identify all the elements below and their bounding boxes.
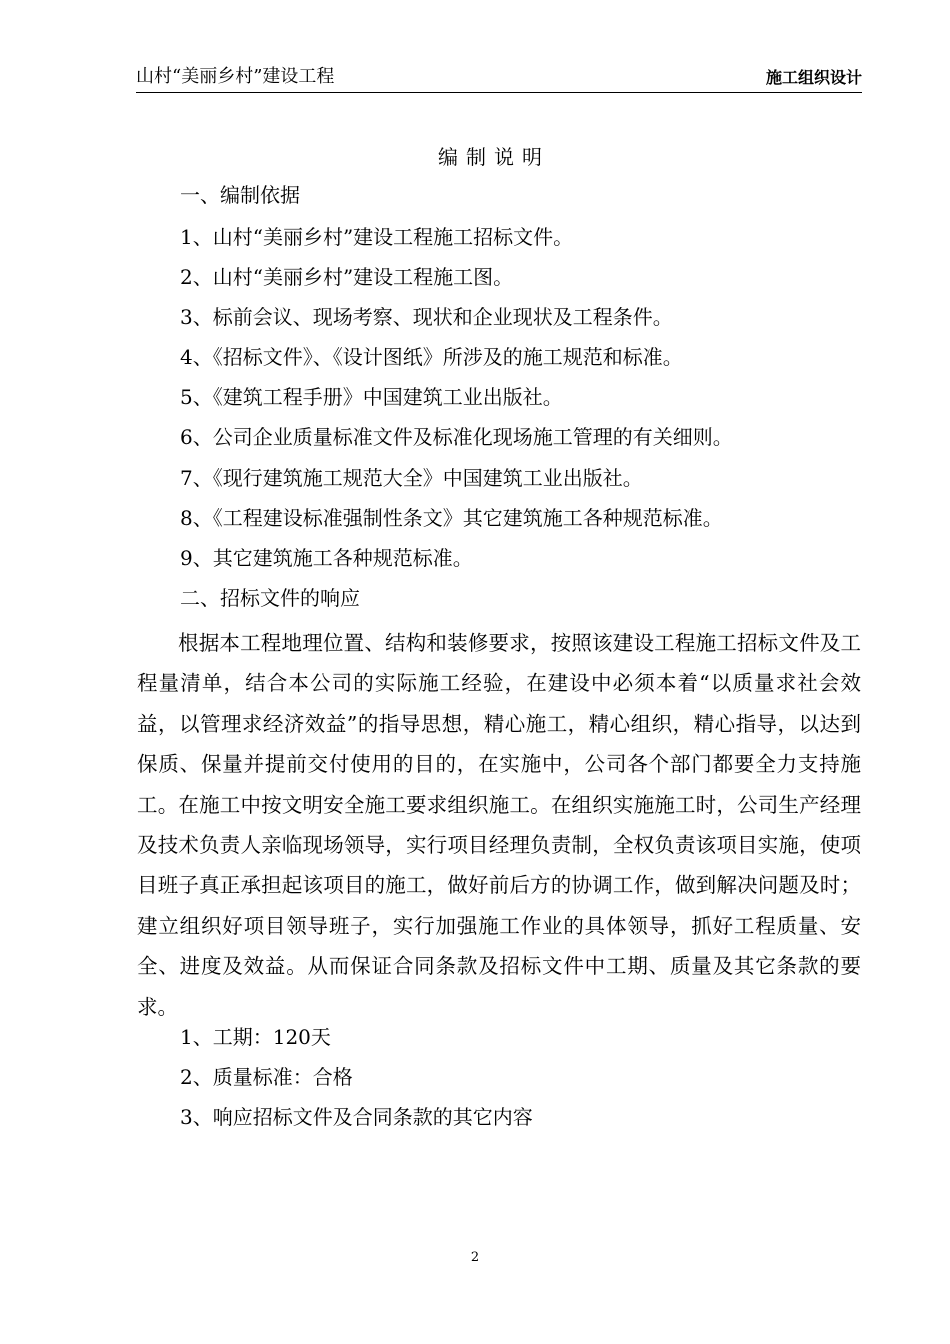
response-item-1: 1、工期：120天 [180, 1025, 331, 1049]
response-paragraph-block [137, 623, 861, 1027]
section-1-heading: 一、编制依据 [180, 183, 300, 207]
document-title: 编制说明 [438, 145, 550, 169]
basis-item-8: 8、《工程建设标准强制性条文》其它建筑施工各种规范标准。 [180, 506, 723, 530]
page-number: 2 [470, 1250, 480, 1265]
header-document-type: 施工组织设计 [765, 68, 862, 87]
header-project-name: 山村“美丽乡村”建设工程 [136, 66, 335, 87]
basis-item-4: 4、《招标文件》、《设计图纸》所涉及的施工规范和标准。 [180, 345, 683, 369]
response-item-2: 2、质量标准：合格 [180, 1065, 353, 1089]
basis-item-2: 2、山村“美丽乡村”建设工程施工图。 [180, 265, 514, 289]
basis-item-1: 1、山村“美丽乡村”建设工程施工招标文件。 [180, 225, 574, 249]
basis-item-6: 6、公司企业质量标准文件及标准化现场施工管理的有关细则。 [180, 425, 733, 449]
basis-item-5: 5、《建筑工程手册》中国建筑工业出版社。 [180, 385, 563, 409]
response-paragraph: 根据本工程地理位置、结构和装修要求，按照该建设工程施工招标文件及工程量清单，结合本公司的实际施工经验，在建设中必须本着“以质量求社会效益，以管理求经济效益”的指导思想，精心施工，精心组织，精心指导，以达到保质、保量并提前交付使用的目的，在实施中，公司各个部门都要全力支持施工。在施工中按文明安全施工要求组织施工。在组织实施施工时，公司生产经理及技术负责人亲临现场领导，实行项目经理负责制，全权负责该项目实施，使项目班子真正承担起该项目的施工，做好前后方的协调工作，做到解决问题及时；建立组织好项目领导班子，实行加强施工作业的具体领导，抓好工程质量、安全、进度及效益。从而保证合同条款及招标文件中工期、质量及其它条款的要求。 [137, 631, 861, 1019]
page-header [136, 60, 862, 93]
basis-item-7: 7、《现行建筑施工规范大全》中国建筑工业出版社。 [180, 466, 643, 490]
section-2-heading: 二、招标文件的响应 [180, 586, 360, 610]
basis-item-9: 9、其它建筑施工各种规范标准。 [180, 546, 473, 570]
basis-item-3: 3、标前会议、现场考察、现状和企业现状及工程条件。 [180, 305, 673, 329]
response-item-3: 3、响应招标文件及合同条款的其它内容 [180, 1105, 533, 1129]
